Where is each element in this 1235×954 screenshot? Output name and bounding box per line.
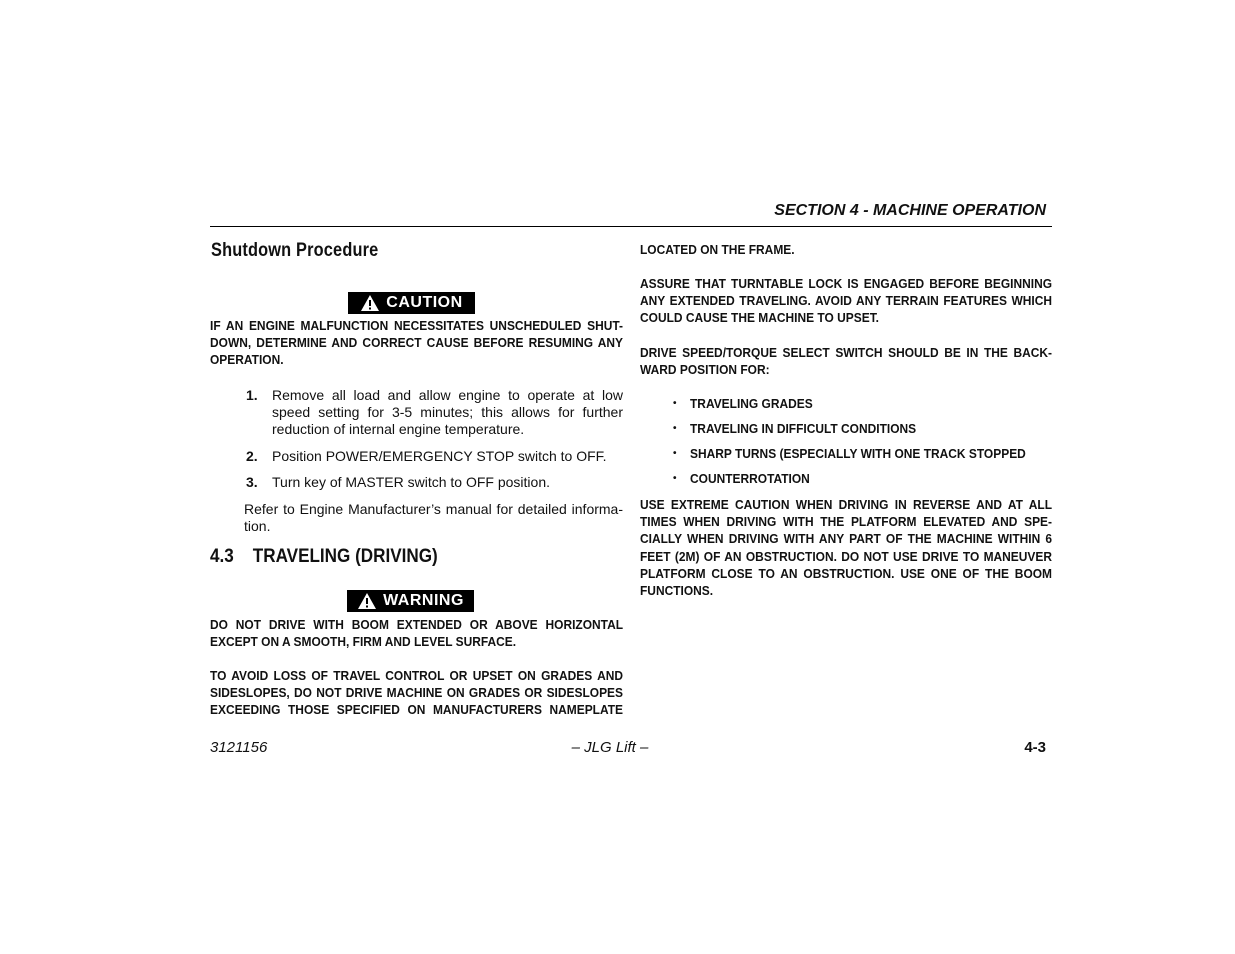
bullet-item: SHARP TURNS (ESPECIALLY WITH ONE TRACK STOPPED	[690, 446, 1026, 461]
caution-label	[348, 292, 475, 314]
step-3-text: Turn key of MASTER switch to OFF position.	[272, 474, 551, 490]
warning-paragraph-2: TO AVOID LOSS OF TRAVEL CONTROL OR UPSET ON GRADES AND SIDESLOPES, DO NOT DRIVE MACHINE ON GRADES OR SIDESLOPES EXCEEDING THOSE SPECIFIED ON MANUFACTURERS NAMEPLATE	[210, 668, 624, 718]
shutdown-heading: Shutdown Procedure	[211, 240, 379, 261]
traveling-heading	[210, 546, 438, 568]
refer-text: Refer to Engine Manufacturer’s manual for detailed informa-tion.	[244, 501, 623, 534]
bullet-marker: •	[673, 448, 677, 459]
bullet-item: TRAVELING IN DIFFICULT CONDITIONS	[690, 421, 917, 436]
warning-label-text: WARNING	[383, 592, 464, 609]
step-2-text: Position POWER/EMERGENCY STOP switch to OFF.	[272, 448, 607, 464]
section-title: SECTION 4 - MACHINE OPERATION	[774, 202, 1046, 219]
warning-triangle-icon	[357, 592, 377, 610]
traveling-section-number: 4.3	[210, 546, 234, 567]
warning-label	[347, 590, 474, 612]
header-rule	[210, 226, 1052, 227]
warning-paragraph-2-continued: LOCATED ON THE FRAME.	[640, 242, 795, 257]
bullet-marker: •	[673, 423, 677, 434]
bullet-marker: •	[673, 398, 677, 409]
warning-paragraph-1: DO NOT DRIVE WITH BOOM EXTENDED OR ABOVE HORIZONTAL EXCEPT ON A SMOOTH, FIRM AND LEVEL SURFACE.	[210, 617, 624, 650]
document-number: 3121156	[210, 739, 268, 756]
step-1-number: 1.	[246, 387, 258, 403]
warning-paragraph-5: USE EXTREME CAUTION WHEN DRIVING IN REVERSE AND AT ALL TIMES WHEN DRIVING WITH THE PLATFORM ELEVATED AND SPE-CIALLY WHEN DRIVING WITH ANY PART OF THE MACHINE WITHIN 6 FEET (2M) OF AN OBSTRUCTION. DO NOT USE DRIVE TO MANEUVER PLATFORM CLOSE TO AN OBSTRUCTION. USE ONE OF THE BOOM FUNCTIONS.	[640, 497, 1053, 599]
page-number: 4-3	[1024, 739, 1046, 756]
step-3-number: 3.	[246, 474, 258, 490]
traveling-section-title: TRAVELING (DRIVING)	[252, 546, 438, 567]
footer-brand: – JLG Lift –	[571, 739, 649, 756]
warning-paragraph-4: DRIVE SPEED/TORQUE SELECT SWITCH SHOULD BE IN THE BACK-WARD POSITION FOR:	[640, 345, 1053, 378]
step-2-number: 2.	[246, 448, 258, 464]
bullet-item: TRAVELING GRADES	[690, 396, 813, 411]
step-1-text: Remove all load and allow engine to operate at low speed setting for 3-5 minutes; this allows for further reduction of internal engine temperature.	[272, 387, 623, 437]
caution-label-text: CAUTION	[386, 294, 463, 311]
bullet-marker: •	[673, 473, 677, 484]
warning-paragraph-3: ASSURE THAT TURNTABLE LOCK IS ENGAGED BEFORE BEGINNING ANY EXTENDED TRAVELING. AVOID ANY TERRAIN FEATURES WHICH COULD CAUSE THE MACHINE TO UPSET.	[640, 276, 1053, 326]
caution-text: IF AN ENGINE MALFUNCTION NECESSITATES UNSCHEDULED SHUT-DOWN, DETERMINE AND CORRECT CAUSE BEFORE RESUMING ANY OPERATION.	[210, 318, 624, 368]
warning-triangle-icon	[360, 294, 380, 312]
bullet-item: COUNTERROTATION	[690, 471, 810, 486]
